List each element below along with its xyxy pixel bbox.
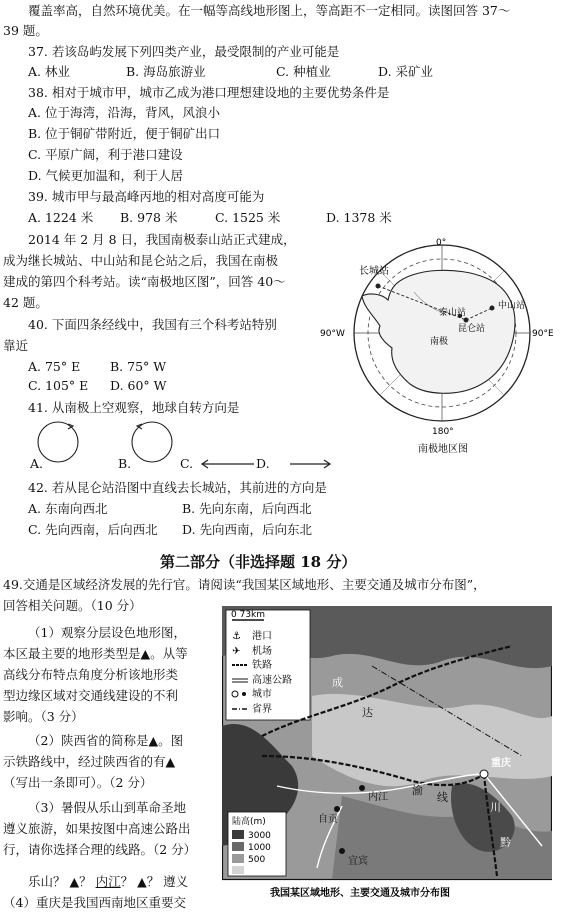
q39-option-c: C. 1525 米 [215, 210, 281, 225]
kunlun-station-marker [464, 318, 469, 323]
q41-options-figure [22, 416, 332, 474]
changcheng-label: 长城站 [359, 266, 389, 277]
elevation-3000: 3000 [248, 831, 271, 841]
taishan-label: 泰山站 [439, 308, 467, 318]
q38-stem: 38. 相对于城市甲，城市乙成为港口理想建设地的主要优势条件是 [28, 85, 390, 100]
antarctic-intro-2: 成为继长城站、中山站和昆仑站之后，我国在南极 [3, 253, 279, 268]
q41-option-c: C. [180, 456, 194, 471]
q40-option-b: B. 75° W [110, 359, 167, 374]
q37-stem: 37. 若该岛屿发展下列四类产业，最受限制的产业可能是 [28, 44, 340, 59]
antarctic-map [318, 238, 568, 466]
zigong-marker [334, 806, 340, 812]
kunlun-label: 昆仑站 [458, 324, 486, 334]
q42-option-a: A. 东南向西北 [28, 501, 108, 516]
q37-option-d: D. 采矿业 [378, 64, 434, 79]
q49-s1-line-2: 本区最主要的地形类型是▲。从等 [3, 646, 188, 661]
route-neijiang: 内江 [95, 874, 121, 889]
legend-border: 省界 [252, 704, 272, 715]
q49-s1-line-4: 型边缘区域对交通线建设的不利 [3, 688, 179, 703]
q39-option-b: B. 978 米 [120, 210, 178, 225]
legend-airport: 机场 [252, 646, 272, 657]
q37-option-c: C. 种植业 [276, 64, 331, 79]
q49-s2-line-1: （2）陕西省的简称是▲。图 [28, 733, 184, 748]
q38-option-c: C. 平原广阔，利于港口建设 [28, 147, 183, 162]
q40-stem-1: 40. 下面四条经线中，我国有三个科考站特别 [28, 317, 277, 332]
q49-s2-line-3: （写出一条即可）。（2 分） [3, 775, 153, 790]
q49-s1-line-5: 影响。（3 分） [3, 709, 84, 724]
meridian-180-label: 180° [432, 427, 454, 437]
city-zigong-label: 自贡 [318, 814, 338, 825]
rail-label-da: 达 [362, 706, 373, 719]
legend-highway: 高速公路 [252, 675, 292, 686]
airport-icon: ✈ [232, 646, 241, 657]
part2-title: 第二部分（非选择题 18 分） [160, 553, 357, 571]
q41-stem: 41. 从南极上空观察，地球自转方向是 [28, 400, 240, 415]
q49-s3-line-2: 遵义旅游，如果按图中高速公路出 [3, 821, 191, 836]
q38-option-a: A. 位于海湾，沿海，背风，风浪小 [28, 105, 220, 120]
zhongshan-label: 中山站 [498, 301, 526, 311]
elevation-1000: 1000 [248, 843, 271, 853]
legend-city: 城市 [252, 689, 272, 700]
q38-option-b: B. 位于铜矿带附近，便于铜矿出口 [28, 126, 221, 141]
q49-s3-line-3: 行，请你选择合理的线路。（2 分） [3, 842, 197, 857]
city-neijiang-label: 内江 [368, 792, 388, 803]
chongqing-marker [480, 770, 488, 778]
elevation-500: 500 [248, 855, 266, 865]
antarctic-intro-4: 42 题。 [3, 295, 48, 310]
region-map-caption: 我国某区域地形、主要交通及城市分布图 [270, 888, 450, 899]
q49-s3-line-1: （3）暑假从乐山到革命圣地 [28, 800, 186, 815]
city-yibin-label: 宜宾 [348, 856, 368, 867]
route-end: ？ ▲？ 遵义 [120, 874, 189, 889]
meridian-0-label: 0° [436, 238, 447, 248]
zhongshan-station-marker [490, 306, 495, 311]
q41-option-d: D. [256, 456, 270, 471]
q49-intro-1: 49.交通是区域经济发展的先行官。请阅读“我国某区域地形、主要交通及城市分布图”， [3, 577, 486, 592]
rail-label-cheng: 成 [332, 676, 343, 689]
neijiang-marker [359, 785, 365, 791]
region-map [222, 606, 552, 902]
antarctic-intro-3: 建成的第四个科考站。读“南极地区图”，回答 40～ [3, 274, 286, 289]
q42-option-d: D. 先向西南，后向东北 [182, 522, 313, 537]
q40-option-a: A. 75° E [28, 359, 81, 374]
q39-option-a: A. 1224 米 [28, 210, 94, 225]
q40-option-d: D. 60° W [110, 378, 167, 393]
rail-label-xian: 线 [437, 791, 448, 804]
port-icon: ⚓ [232, 631, 241, 642]
q42-option-b: B. 先向东南，后向西北 [182, 501, 312, 516]
meridian-90e-label: 90°E [532, 329, 554, 339]
south-pole-label: 南极 [430, 337, 449, 347]
q41-a-circle [38, 422, 78, 462]
intro-line-2: 39 题。 [3, 23, 48, 38]
q49-s2-line-2: 示铁路线中，经过陕西省的有▲ [3, 754, 176, 769]
q41-b-circle [132, 422, 172, 462]
rail-label-chuan: 川 [490, 801, 501, 814]
antarctic-map-caption: 南极地区图 [418, 444, 468, 455]
q49-route-line [28, 874, 188, 890]
q49-intro-2: 回答相关问题。（10 分） [3, 598, 142, 613]
q38-option-d: D. 气候更加温和，利于人居 [28, 168, 184, 183]
q37-option-a: A. 林业 [28, 64, 70, 79]
rail-label-yu: 渝 [412, 784, 423, 797]
q42-stem: 42. 若从昆仑站沿图中直线去长城站，其前进的方向是 [28, 480, 327, 495]
q49-s1-line-3: 高线分布特点角度分析该地形类 [3, 667, 179, 682]
q42-option-c: C. 先向西南，后向西北 [28, 522, 158, 537]
legend-port: 港口 [252, 631, 272, 642]
q41-option-b: B. [118, 456, 132, 471]
scale-label: 0 73km [231, 610, 266, 620]
route-blank-1: ？ ▲？ [53, 874, 92, 889]
legend-railway: 铁路 [252, 660, 272, 671]
elevation-title: 陆高(m) [232, 817, 266, 827]
changcheng-station-marker [376, 284, 381, 289]
q40-option-c: C. 105° E [28, 378, 89, 393]
city-chongqing-label: 重庆 [491, 758, 511, 769]
rail-label-qian: 黔 [500, 836, 511, 849]
intro-line-1: 覆盖率高，自然环境优美。在一幅等高线地形图上，等高距不一定相同。读图回答 37～ [28, 3, 511, 18]
q41-option-a: A. [30, 456, 44, 471]
q40-stem-2: 靠近 [3, 338, 29, 353]
q39-option-d: D. 1378 米 [326, 210, 392, 225]
q39-stem: 39. 城市甲与最高峰丙地的相对高度可能为 [28, 189, 265, 204]
meridian-90w-label: 90°W [320, 329, 345, 339]
q49-s1-line-1: （1）观察分层设色地形图， [28, 625, 186, 640]
q37-option-b: B. 海岛旅游业 [126, 64, 206, 79]
route-leshan: 乐山 [28, 874, 54, 889]
q49-s4-line: （4）重庆是我国西南地区重要交 [3, 895, 186, 910]
yibin-marker [339, 848, 345, 854]
antarctic-intro-1: 2014 年 2 月 8 日，我国南极泰山站正式建成， [28, 232, 296, 247]
